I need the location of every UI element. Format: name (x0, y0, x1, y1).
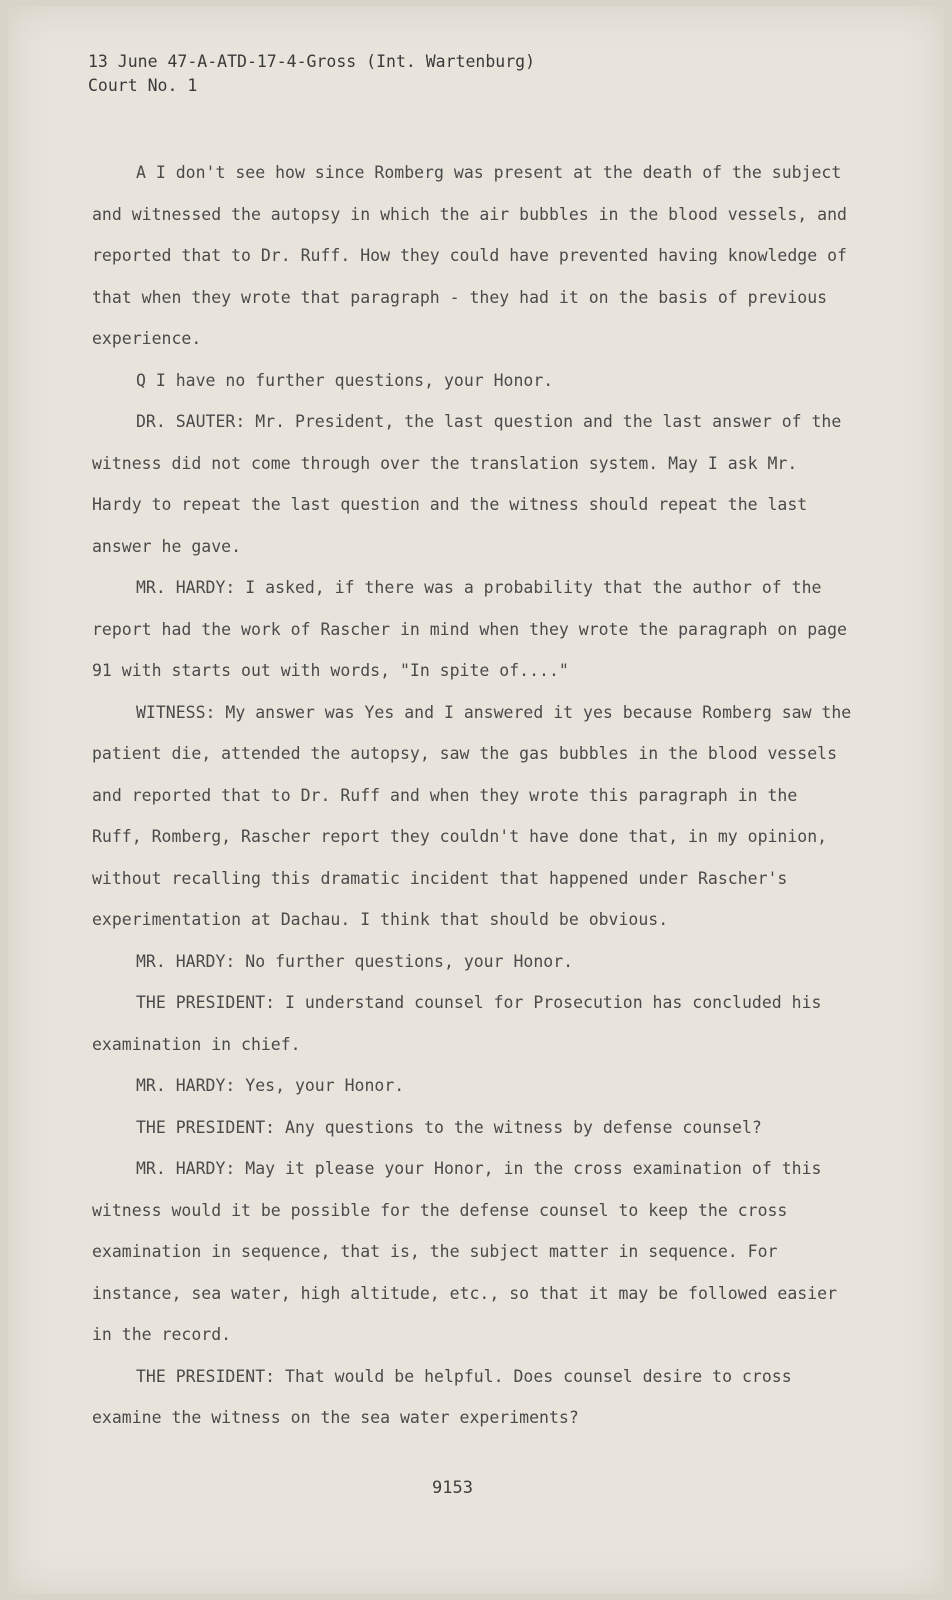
document-header (88, 50, 535, 98)
document-page (8, 6, 944, 1594)
transcript-body (92, 152, 852, 1439)
transcript-paragraph: A I don't see how since Romberg was present at the death of the subject and witnessed the autopsy in which the air bubbles in the blood vessels, and reported that to Dr. Ruff. How they could have prevented having knowledge of that when they wrote that paragraph - they had it on the basis of previous experience. (92, 163, 847, 348)
transcript-paragraph: Q I have no further questions, your Honor. (136, 370, 554, 390)
transcript-paragraph: MR. HARDY: No further questions, your Honor. (136, 951, 574, 971)
transcript-paragraph: WITNESS: My answer was Yes and I answered it yes because Romberg saw the patient die, attended the autopsy, saw the gas bubbles in the blood vessels and reported that to Dr. Ruff and when they wrote this paragraph in the Ruff, Romberg, Rascher report they couldn't have done that, in my opinion, without recalling this dramatic incident that happened under Rascher's experimentation at Dachau. I think that should be obvious. (92, 702, 852, 929)
transcript-paragraph: MR. HARDY: May it please your Honor, in the cross examination of this witness would it be possible for the defense counsel to keep the cross examination in sequence, that is, the subject matter in sequence. For instance, sea water, high altitude, etc., so that it may be followed easier in the record. (92, 1159, 838, 1344)
header-court-line: Court No. 1 (88, 76, 198, 95)
transcript-paragraph: MR. HARDY: Yes, your Honor. (136, 1076, 405, 1095)
transcript-paragraph: DR. SAUTER: Mr. President, the last question and the last answer of the witness did not come through over the translation system. May I ask Mr. Hardy to repeat the last question and the witness should repeat the last answer he gave. (92, 412, 842, 556)
header-session-line: 13 June 47-A-ATD-17-4-Gross (Int. Wartenburg) (88, 52, 536, 71)
transcript-paragraph: THE PRESIDENT: That would be helpful. Does counsel desire to cross examine the witness on the sea water experiments? (92, 1366, 792, 1427)
transcript-paragraph: THE PRESIDENT: I understand counsel for Prosecution has concluded his examination in chief. (92, 993, 822, 1054)
transcript-paragraph: THE PRESIDENT: Any questions to the witness by defense counsel? (136, 1117, 762, 1137)
transcript-paragraph: MR. HARDY: I asked, if there was a probability that the author of the report had the work of Rascher in mind when they wrote the paragraph on page 91 with starts out with words, "In spite of...." (92, 578, 847, 680)
page-number: 9153 (432, 1478, 473, 1498)
